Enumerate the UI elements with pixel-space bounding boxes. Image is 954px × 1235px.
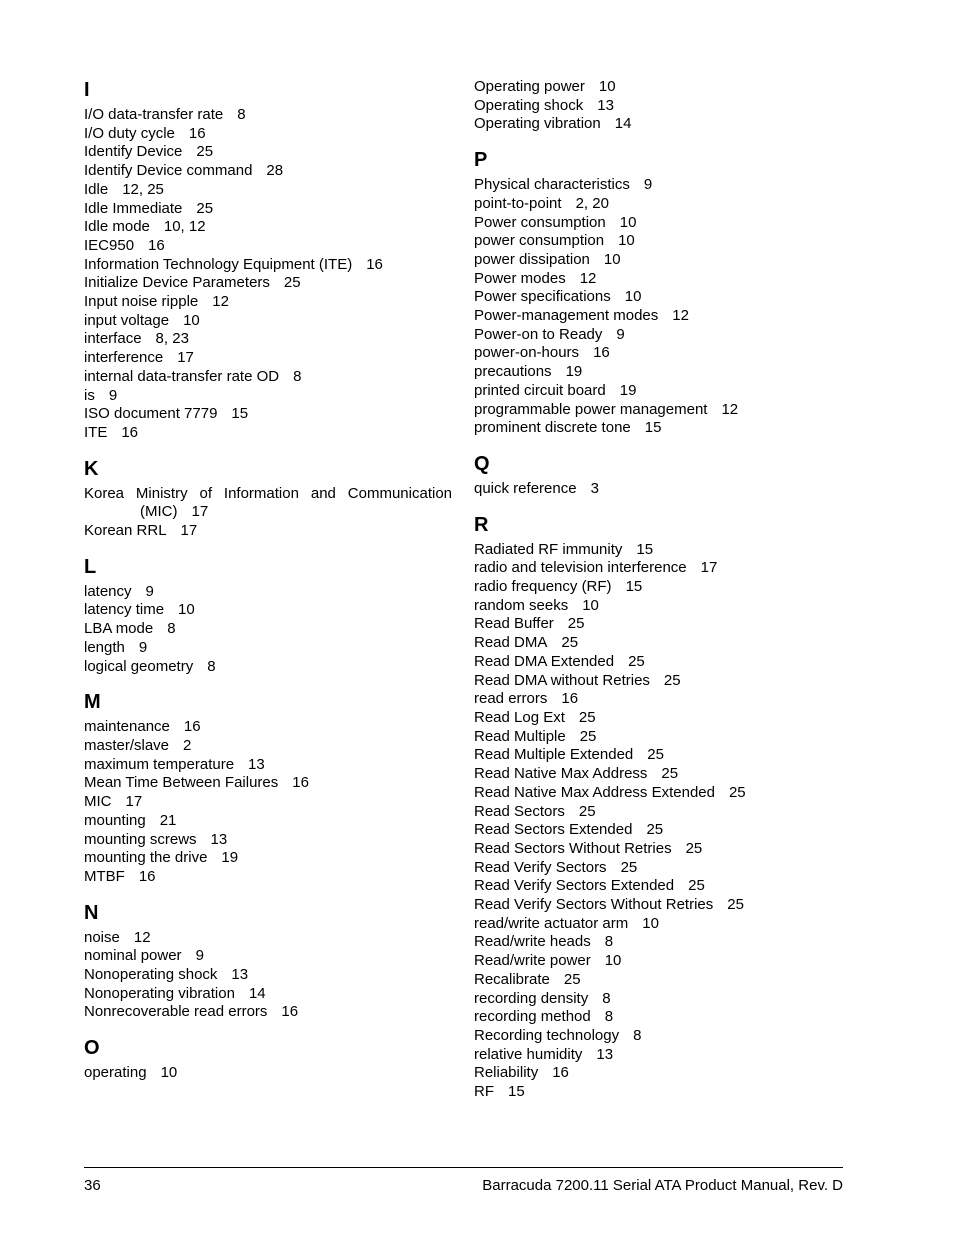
- section-letter: K: [84, 457, 99, 480]
- index-term: interface: [84, 330, 142, 348]
- index-entry: [474, 307, 844, 326]
- index-entry: [474, 326, 844, 345]
- index-section: [84, 457, 454, 541]
- index-entry: [474, 672, 844, 691]
- index-page-ref: 10: [624, 288, 642, 306]
- index-page-ref: 9: [195, 947, 204, 965]
- index-page-ref: 25: [567, 615, 585, 633]
- index-entry: [474, 195, 844, 214]
- index-page-ref: 13: [248, 755, 265, 773]
- index-entry: [474, 784, 844, 803]
- index-page-ref: 2: [183, 736, 192, 754]
- index-term: Read Native Max Address Extended: [474, 783, 715, 801]
- index-entry: [84, 639, 454, 658]
- index-term: radio frequency (RF): [474, 578, 612, 596]
- index-page-ref: 13: [231, 966, 249, 984]
- index-term: Physical characteristics: [474, 176, 630, 194]
- index-entry: [84, 330, 454, 349]
- index-entry: [474, 615, 844, 634]
- index-page-ref: 8: [237, 106, 246, 123]
- index-term: MTBF: [84, 867, 125, 885]
- index-entry: [84, 793, 454, 812]
- index-term: Power-on to Ready: [474, 325, 603, 343]
- index-term: ITE: [84, 423, 108, 441]
- index-entry: [474, 746, 844, 765]
- index-entry: [84, 658, 454, 677]
- index-entry: [84, 620, 454, 639]
- section-letter: N: [84, 901, 99, 924]
- index-term: precautions: [474, 363, 552, 381]
- section-letter: O: [84, 1037, 100, 1060]
- index-page-ref: 14: [248, 984, 266, 1002]
- index-page-ref: 16: [148, 236, 165, 254]
- index-page-ref: 9: [108, 386, 118, 404]
- index-section: [474, 148, 844, 438]
- index-term: Initialize Device Parameters: [84, 274, 270, 292]
- index-term: read errors: [474, 690, 548, 708]
- index-term: random seeks: [474, 596, 569, 614]
- index-page-ref: 16: [121, 423, 139, 441]
- index-term: Operating power: [474, 78, 585, 95]
- index-entry: [474, 382, 844, 401]
- index-entry: [84, 218, 454, 237]
- index-term: interference: [84, 349, 164, 367]
- index-term: Operating shock: [474, 96, 584, 114]
- index-entry: [474, 971, 844, 990]
- index-entry: [84, 424, 454, 443]
- index-entry: [474, 578, 844, 597]
- index-term: point-to-point: [474, 194, 562, 212]
- index-entry: [474, 597, 844, 616]
- index-entry: [84, 1064, 454, 1083]
- section-letter: P: [474, 149, 488, 172]
- index-page-ref: 25: [647, 746, 664, 764]
- index-term-continuation: [84, 503, 452, 522]
- index-page-ref: 17: [177, 349, 194, 367]
- index-page-ref: 16: [552, 1064, 569, 1082]
- index-term: Identify Device command: [84, 162, 253, 180]
- index-entry: [84, 522, 454, 541]
- index-page-ref: 25: [561, 634, 579, 652]
- index-term: I/O data-transfer rate: [84, 106, 224, 123]
- index-term: mounting screws: [84, 830, 197, 848]
- index-page-ref: 25: [578, 708, 596, 726]
- index-page-ref: 25: [663, 671, 681, 689]
- index-page-ref: 16: [188, 124, 206, 142]
- index-page-ref: 3: [590, 479, 599, 497]
- index-term: Power specifications: [474, 288, 611, 306]
- index-page-ref: 17: [180, 522, 198, 540]
- index-page-ref: 13: [210, 830, 228, 848]
- index-section: [84, 690, 454, 886]
- index-page-ref: 17: [125, 793, 143, 811]
- index-term: I/O duty cycle: [84, 124, 175, 142]
- index-page-ref: 25: [685, 839, 703, 857]
- index-page-ref: 8: [604, 1008, 614, 1026]
- index-entry: [474, 401, 844, 420]
- index-page-ref: 19: [565, 363, 583, 381]
- index-term: relative humidity: [474, 1045, 583, 1063]
- index-page-ref: 10: [618, 232, 635, 250]
- index-page-ref: 25: [620, 858, 638, 876]
- index-term: Read Verify Sectors Without Retries: [474, 896, 714, 914]
- index-page-ref: 12: [133, 928, 151, 946]
- index-entry: [84, 349, 454, 368]
- index-entry: [474, 1083, 844, 1102]
- index-entry: [84, 387, 454, 406]
- index-page-ref: 15: [231, 405, 249, 423]
- index-page-ref: 25: [283, 274, 301, 292]
- section-letter: M: [84, 691, 101, 714]
- index-entry: [84, 125, 454, 144]
- index-page-ref: 17: [191, 503, 209, 521]
- index-page-ref: 15: [644, 419, 662, 437]
- index-page-ref: 25: [661, 765, 679, 783]
- index-term: Read Buffer: [474, 615, 554, 633]
- index-term: latency time: [84, 601, 165, 619]
- index-page-ref: 15: [625, 578, 643, 596]
- index-page-ref: 10: [604, 952, 622, 970]
- index-entry: [84, 718, 454, 737]
- index-entry: [474, 1008, 844, 1027]
- index-page-ref: 10: [603, 250, 621, 268]
- index-page-ref: 9: [138, 638, 148, 656]
- index-term: Operating vibration: [474, 115, 601, 133]
- index-left-column: [84, 78, 454, 1097]
- index-entry: [84, 1003, 454, 1022]
- index-entry: [84, 985, 454, 1004]
- index-page-ref: 16: [138, 867, 156, 885]
- index-right-column: [474, 78, 844, 1116]
- index-entry: [474, 363, 844, 382]
- index-page-ref: 16: [183, 718, 201, 736]
- index-entry: [84, 162, 454, 181]
- index-term: mounting the drive: [84, 849, 208, 867]
- index-entry: [84, 868, 454, 887]
- index-page-ref: 12: [672, 307, 689, 325]
- index-entry: [84, 849, 454, 868]
- index-entry: [84, 237, 454, 256]
- index-term: Read Sectors Extended: [474, 821, 633, 839]
- index-page-ref: 16: [593, 344, 610, 362]
- index-entry: [474, 232, 844, 251]
- index-page-ref: 10: [582, 596, 599, 614]
- index-entry: [84, 143, 454, 162]
- index-term: Read DMA: [474, 634, 548, 652]
- index-term: Read Sectors: [474, 802, 565, 820]
- index-page-ref: 9: [145, 582, 154, 600]
- index-entry: [474, 634, 844, 653]
- index-entry: [84, 405, 454, 424]
- index-entry: [474, 728, 844, 747]
- index-entry: [474, 480, 844, 499]
- index-term: power consumption: [474, 232, 605, 250]
- index-term: Identify Device: [84, 143, 183, 161]
- index-term: Read Native Max Address: [474, 765, 648, 783]
- index-term-cont-text: (MIC): [140, 503, 178, 521]
- index-entry: [84, 601, 454, 620]
- index-entry: [474, 1046, 844, 1065]
- index-entry: [474, 251, 844, 270]
- index-term: Nonoperating shock: [84, 966, 218, 984]
- index-term: programmable power management: [474, 400, 708, 418]
- index-page-ref: 16: [292, 774, 309, 792]
- index-page-ref: 25: [628, 652, 645, 670]
- index-term: noise: [84, 928, 120, 946]
- index-term: Recording technology: [474, 1026, 620, 1044]
- index-entry: [84, 812, 454, 831]
- index-entry: [474, 821, 844, 840]
- index-entry: [84, 947, 454, 966]
- index-term: power dissipation: [474, 250, 590, 268]
- index-term: mounting: [84, 811, 146, 829]
- index-term: Read Multiple: [474, 727, 566, 745]
- footer-rule: [84, 1167, 843, 1168]
- index-page-ref: 2, 20: [575, 194, 609, 212]
- index-term: power-on-hours: [474, 344, 580, 362]
- index-term: quick reference: [474, 479, 577, 497]
- index-term: Radiated RF immunity: [474, 540, 623, 558]
- index-term: Power modes: [474, 269, 566, 287]
- index-entry: [84, 583, 454, 602]
- index-entry: [474, 765, 844, 784]
- index-page-ref: 19: [221, 849, 239, 867]
- section-letter: L: [84, 555, 97, 578]
- index-section: [474, 78, 844, 134]
- index-entry: [474, 952, 844, 971]
- index-page-ref: 25: [646, 821, 664, 839]
- index-page-ref: 8: [604, 933, 614, 951]
- index-page-ref: 8: [293, 367, 302, 385]
- index-page-ref: 25: [563, 970, 581, 988]
- index-page-ref: 12: [579, 269, 597, 287]
- index-entry: [474, 1064, 844, 1083]
- index-entry: [84, 293, 454, 312]
- index-entry: [474, 915, 844, 934]
- index-term: prominent discrete tone: [474, 419, 631, 437]
- index-entry: [84, 106, 454, 125]
- index-page-ref: 10: [598, 78, 616, 95]
- index-entry: [84, 756, 454, 775]
- index-page-ref: 25: [196, 143, 214, 161]
- index-entry: [474, 78, 844, 97]
- index-page-ref: 10: [178, 601, 195, 619]
- section-letter: Q: [474, 452, 490, 475]
- index-term: printed circuit board: [474, 381, 606, 399]
- index-page-ref: 10, 12: [163, 218, 206, 236]
- index-page-ref: 10: [160, 1064, 178, 1082]
- index-section: [474, 513, 844, 1102]
- index-term: Power consumption: [474, 213, 606, 231]
- index-term: Information Technology Equipment (ITE): [84, 255, 353, 273]
- index-term: is: [84, 386, 95, 404]
- index-page-ref: 16: [281, 1003, 299, 1021]
- index-entry: [84, 312, 454, 331]
- index-term: Korean RRL: [84, 522, 167, 540]
- index-page-ref: 10: [642, 914, 659, 932]
- index-term: input voltage: [84, 311, 170, 329]
- index-entry: [474, 344, 844, 363]
- index-term: Mean Time Between Failures: [84, 774, 279, 792]
- index-page-ref: 12: [721, 400, 739, 418]
- index-term: Nonoperating vibration: [84, 984, 235, 1002]
- index-term: Power-management modes: [474, 307, 659, 325]
- index-page-ref: 10: [619, 213, 637, 231]
- index-entry: [84, 966, 454, 985]
- index-entry: [474, 840, 844, 859]
- index-page-ref: 25: [196, 199, 214, 217]
- index-term: Read/write heads: [474, 933, 591, 951]
- index-page-ref: 28: [266, 162, 284, 180]
- index-page-ref: 8: [167, 620, 176, 638]
- index-term: Reliability: [474, 1064, 539, 1082]
- index-term: maximum temperature: [84, 755, 235, 773]
- index-entry: [84, 200, 454, 219]
- index-term: Idle mode: [84, 218, 150, 236]
- index-entry: [474, 97, 844, 116]
- index-term: Idle: [84, 180, 109, 198]
- page-number: 36: [84, 1177, 101, 1194]
- index-entry: [84, 737, 454, 756]
- index-term: ISO document 7779: [84, 405, 218, 423]
- index-term: Read DMA without Retries: [474, 671, 650, 689]
- index-page-ref: 17: [700, 559, 718, 577]
- index-term: read/write actuator arm: [474, 914, 629, 932]
- index-page-ref: 8: [207, 657, 216, 675]
- index-entry: [84, 485, 452, 522]
- index-entry: [474, 896, 844, 915]
- index-entry: [474, 559, 844, 578]
- index-section: [84, 901, 454, 1023]
- index-entry: [84, 929, 454, 948]
- index-term: nominal power: [84, 947, 182, 965]
- index-page-ref: 12: [212, 293, 229, 311]
- index-term: Korea Ministry of Information and Communication: [84, 484, 452, 502]
- index-term: logical geometry: [84, 657, 194, 675]
- index-entry: [474, 288, 844, 307]
- index-term: Read/write power: [474, 952, 591, 970]
- index-page-ref: 16: [561, 690, 579, 708]
- index-entry: [474, 877, 844, 896]
- index-entry: [474, 709, 844, 728]
- index-term: Read Sectors Without Retries: [474, 839, 672, 857]
- index-entry: [84, 256, 454, 275]
- index-page-ref: 8: [602, 989, 611, 1007]
- index-page-ref: 14: [614, 115, 632, 133]
- index-entry: [474, 419, 844, 438]
- index-page-ref: 16: [366, 255, 383, 273]
- index-section: [84, 78, 454, 443]
- index-entry: [84, 831, 454, 850]
- index-entry: [474, 803, 844, 822]
- index-entry: [474, 933, 844, 952]
- index-entry: [474, 541, 844, 560]
- index-term: Read Verify Sectors Extended: [474, 877, 675, 895]
- index-term: recording density: [474, 989, 589, 1007]
- index-term: maintenance: [84, 718, 170, 736]
- index-term: operating: [84, 1064, 147, 1082]
- index-term: Recalibrate: [474, 970, 550, 988]
- index-entry: [474, 859, 844, 878]
- index-term: latency: [84, 582, 132, 600]
- index-page-ref: 8: [633, 1026, 642, 1044]
- section-letter: R: [474, 513, 489, 536]
- index-page-ref: 25: [578, 802, 596, 820]
- index-entry: [84, 368, 454, 387]
- index-section: [84, 1036, 454, 1083]
- index-term: Input noise ripple: [84, 293, 199, 311]
- index-term: internal data-transfer rate OD: [84, 367, 280, 385]
- index-entry: [84, 274, 454, 293]
- index-page-ref: 25: [728, 783, 746, 801]
- index-term: Read Multiple Extended: [474, 746, 634, 764]
- index-entry: [474, 653, 844, 672]
- index-section: [84, 555, 454, 677]
- index-entry: [474, 214, 844, 233]
- index-page-ref: 8, 23: [155, 330, 189, 348]
- index-term: Nonrecoverable read errors: [84, 1003, 268, 1021]
- index-term: Read Verify Sectors: [474, 858, 607, 876]
- index-section: [474, 452, 844, 499]
- index-page-ref: 13: [596, 1045, 614, 1063]
- index-page-ref: 25: [727, 896, 744, 914]
- index-term: IEC950: [84, 236, 135, 254]
- index-page-ref: 12, 25: [122, 180, 164, 198]
- index-entry: [474, 115, 844, 134]
- index-term: Idle Immediate: [84, 199, 183, 217]
- index-page-ref: 10: [183, 311, 200, 329]
- index-term: master/slave: [84, 736, 170, 754]
- index-page-ref: 15: [636, 540, 654, 558]
- index-page-ref: 13: [597, 96, 614, 114]
- index-term: length: [84, 638, 125, 656]
- index-entry: [84, 181, 454, 200]
- index-entry: [474, 270, 844, 289]
- footer-title: Barracuda 7200.11 Serial ATA Product Manual, Rev. D: [482, 1177, 843, 1194]
- section-letter: I: [84, 79, 90, 101]
- index-term: radio and television interference: [474, 559, 687, 577]
- index-page-ref: 25: [579, 727, 597, 745]
- index-term: RF: [474, 1083, 494, 1101]
- index-page-ref: 19: [619, 381, 637, 399]
- index-page-ref: 15: [508, 1083, 525, 1101]
- index-entry: [84, 774, 454, 793]
- index-term: Read DMA Extended: [474, 652, 615, 670]
- index-page-ref: 9: [616, 325, 625, 343]
- index-entry: [474, 990, 844, 1009]
- index-term: MIC: [84, 793, 112, 811]
- index-entry: [474, 690, 844, 709]
- index-term: recording method: [474, 1008, 591, 1026]
- index-entry: [474, 1027, 844, 1046]
- index-entry: [474, 176, 844, 195]
- index-page-ref: 21: [159, 811, 177, 829]
- index-term: LBA mode: [84, 620, 154, 638]
- index-page-ref: 9: [643, 176, 653, 194]
- index-term: Read Log Ext: [474, 708, 565, 726]
- index-page-ref: 25: [688, 877, 705, 895]
